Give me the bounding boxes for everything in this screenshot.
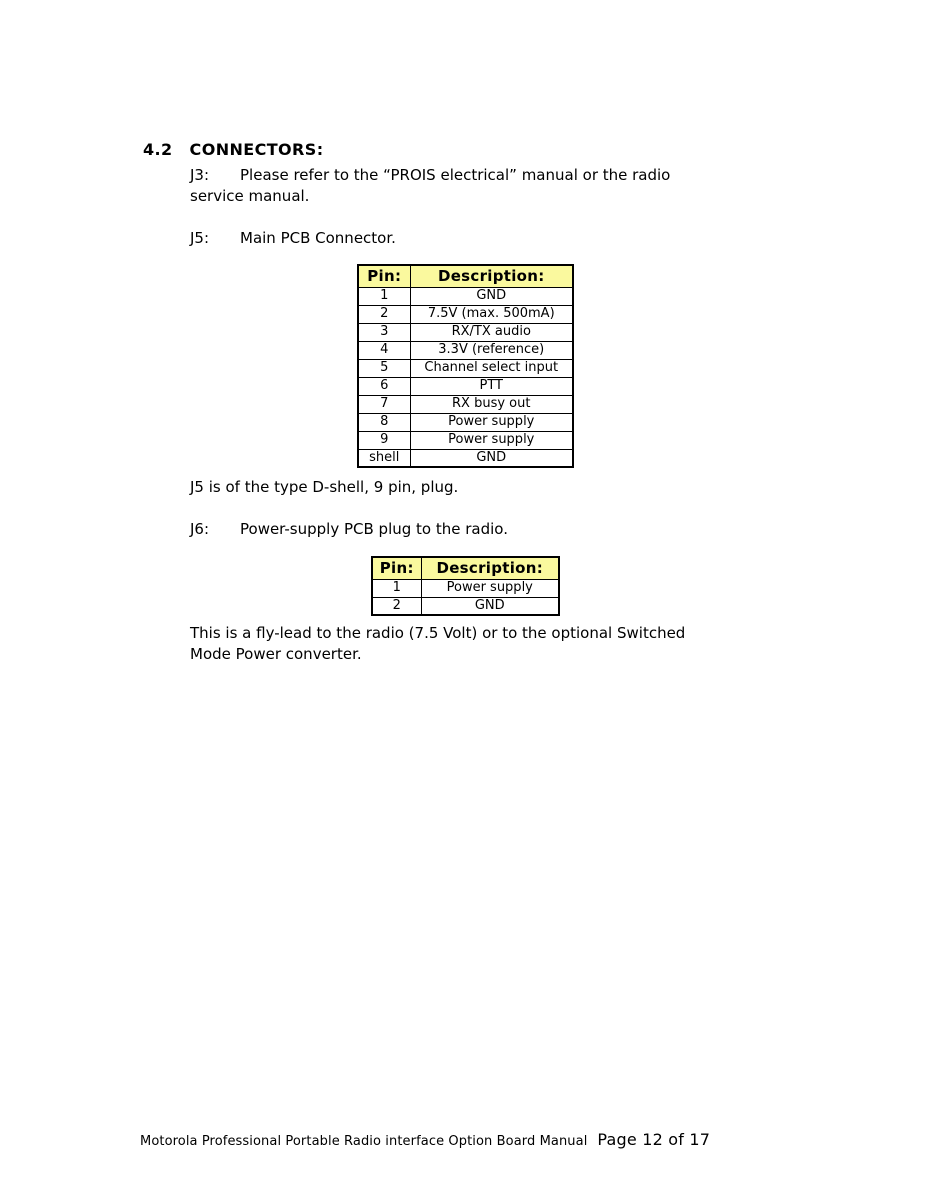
j6-text: Power-supply PCB plug to the radio. <box>240 520 508 538</box>
j3-line-1 <box>190 165 670 186</box>
description-cell: RX busy out <box>410 395 573 413</box>
page-footer <box>140 1130 710 1149</box>
j5-text: Main PCB Connector. <box>240 229 396 247</box>
j6-paragraph <box>190 519 508 540</box>
pin-cell: 6 <box>358 377 410 395</box>
closing-paragraph <box>190 623 685 665</box>
table-header-row <box>358 265 573 287</box>
j6-pin-table <box>371 556 560 616</box>
table-row <box>358 413 573 431</box>
section-heading <box>143 140 324 159</box>
table-row <box>358 341 573 359</box>
footer-manual-title: Motorola Professional Portable Radio interface Option Board Manual <box>140 1134 588 1149</box>
description-cell: RX/TX audio <box>410 323 573 341</box>
description-cell: GND <box>410 287 573 305</box>
pin-cell: 1 <box>372 579 421 597</box>
description-cell: 3.3V (reference) <box>410 341 573 359</box>
table-row <box>358 395 573 413</box>
table-row <box>358 323 573 341</box>
table-header-row <box>372 557 559 579</box>
description-cell: Power supply <box>410 413 573 431</box>
j5-pin-table-wrapper <box>357 264 574 468</box>
j5-note: J5 is of the type D-shell, 9 pin, plug. <box>190 478 459 496</box>
description-cell: 7.5V (max. 500mA) <box>410 305 573 323</box>
section-number: 4.2 <box>143 140 173 159</box>
j5-pin-table <box>357 264 574 468</box>
pin-cell: 2 <box>358 305 410 323</box>
j3-label: J3: <box>190 166 210 184</box>
pin-column-header: Pin: <box>358 265 410 287</box>
closing-line1: This is a fly-lead to the radio (7.5 Volt) or to the optional Switched <box>190 624 686 642</box>
table-row <box>358 305 573 323</box>
table-row <box>372 579 559 597</box>
closing-line2: Mode Power converter. <box>190 645 362 663</box>
j6-label: J6: <box>190 520 210 538</box>
description-cell: Channel select input <box>410 359 573 377</box>
table-row <box>372 597 559 615</box>
pin-cell: 4 <box>358 341 410 359</box>
description-cell: PTT <box>410 377 573 395</box>
j3-text-line1: Please refer to the “PROIS electrical” manual or the radio <box>240 166 671 184</box>
pin-cell: shell <box>358 449 410 467</box>
table-row <box>358 287 573 305</box>
description-cell: GND <box>421 597 559 615</box>
description-column-header: Description: <box>410 265 573 287</box>
pin-column-header: Pin: <box>372 557 421 579</box>
table-row <box>358 449 573 467</box>
pin-cell: 8 <box>358 413 410 431</box>
pin-cell: 3 <box>358 323 410 341</box>
table-row <box>358 431 573 449</box>
pin-cell: 9 <box>358 431 410 449</box>
j3-text-line2: service manual. <box>190 187 310 205</box>
pin-cell: 2 <box>372 597 421 615</box>
section-title: CONNECTORS: <box>189 140 324 159</box>
j5-paragraph <box>190 228 396 249</box>
description-cell: Power supply <box>410 431 573 449</box>
table-row <box>358 359 573 377</box>
pin-cell: 5 <box>358 359 410 377</box>
description-cell: GND <box>410 449 573 467</box>
description-column-header: Description: <box>421 557 559 579</box>
pin-cell: 7 <box>358 395 410 413</box>
description-cell: Power supply <box>421 579 559 597</box>
footer-page-number: Page 12 of 17 <box>597 1130 711 1149</box>
j5-label: J5: <box>190 229 210 247</box>
table-row <box>358 377 573 395</box>
j3-paragraph <box>190 165 670 207</box>
pin-cell: 1 <box>358 287 410 305</box>
j6-pin-table-wrapper <box>371 556 560 616</box>
